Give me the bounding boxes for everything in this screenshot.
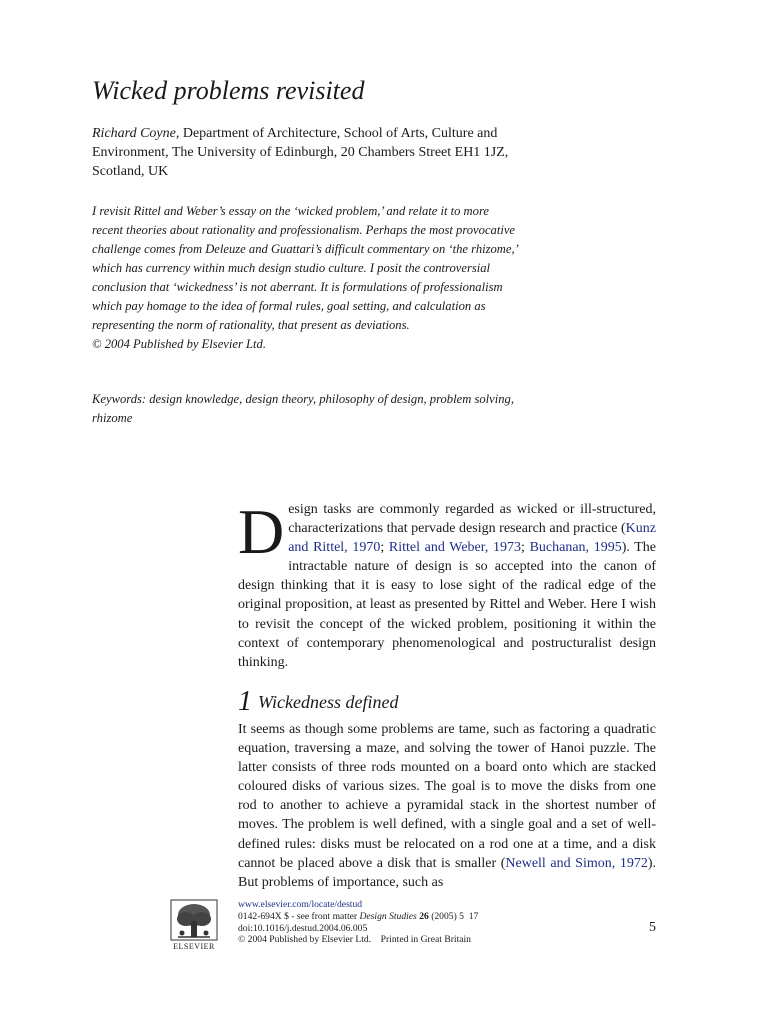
keywords	[92, 390, 522, 428]
abstract	[92, 202, 522, 354]
section-number: 1	[238, 686, 252, 717]
elsevier-wordmark: ELSEVIER	[173, 942, 215, 951]
section-1-paragraph	[238, 720, 656, 892]
journal-volume: 26	[419, 910, 429, 922]
author-name: Richard Coyne,	[92, 126, 180, 141]
citation-link-rittel-weber[interactable]: Rittel and Weber, 1973	[388, 540, 522, 556]
keywords-list: design knowledge, design theory, philosophy of design, problem solving, rhizome	[92, 392, 514, 425]
abstract-copyright: © 2004 Published by Elsevier Ltd.	[92, 337, 266, 351]
author-affiliation	[92, 124, 512, 182]
section-heading	[238, 686, 399, 717]
section-1-text-1: It seems as though some problems are tame, such as factoring a quadratic equation, traversing a maze, and solving the tower of Hanoi puzzle. The latter consists of three rods mounted on a board onto which are stacked coloured disks of various sizes. The goal is to move the disks from one rod to another to achieve a pyramidal stack in the shortest number of moves. The problem is well defined, with a single goal and a set of well-defined rules: disks must be relocated on a rod one at a time, and a disk cannot be placed above a disk that is smaller (	[238, 722, 656, 871]
citation-separator: ;	[521, 540, 530, 556]
drop-cap: D	[238, 496, 285, 567]
intro-paragraph	[238, 496, 657, 672]
issue-pages: (2005) 5 17	[428, 910, 479, 922]
citation-link-newell-simon[interactable]: Newell and Simon, 1972	[505, 855, 648, 871]
journal-name: Design Studies	[359, 910, 417, 922]
abstract-text: I revisit Rittel and Weber’s essay on the ‘wicked problem,’ and relate it to more recent theories about rationality and professionalism. Perhaps the most provocative challenge comes from Deleuze and Guattari’s difficult commentary on ‘the rhizome,’ which has currency within much design studio culture. I posit the controversial conclusion that ‘wickedness’ is not aberrant. It is formulations of professionalism which pay homage to the idea of formal rules, goal setting, and calculation as representing the norm of rationality, that present as deviations.	[92, 204, 518, 332]
citation-separator: ;	[380, 540, 389, 556]
footer	[238, 899, 658, 946]
section-1-text-2: ). But problems of importance, such as	[238, 855, 656, 890]
paper-title: Wicked problems revisited	[92, 76, 365, 105]
page-number: 5	[649, 920, 656, 935]
citation-link-kunz-rittel[interactable]: Kunz and Rittel, 1970	[288, 521, 656, 556]
keywords-label: Keywords:	[92, 392, 147, 406]
issn-text: 0142-694X $ - see front matter	[238, 910, 360, 922]
doi-text: doi:10.1016/j.destud.2004.06.005	[238, 922, 368, 934]
affiliation-text: Department of Architecture, School of Arts, Culture and Environment, The University of Edinburgh, 20 Chambers Street EH1 1JZ, Scotland, UK	[92, 126, 509, 180]
intro-text-1: esign tasks are commonly regarded as wicked or ill-structured, characterizations that pervade design research and practice (	[288, 502, 656, 537]
intro-text-2: ). The intractable nature of design is so accepted into the canon of design thinking that it is easy to lose sight of the radical edge of the original proposition, at least as presented by Rittel and Weber. Here I wish to revisit the concept of the wicked problem, positioning it within the context of contemporary phenomenological and postructuralist design thinking.	[238, 540, 657, 670]
journal-url-link[interactable]: www.elsevier.com/locate/destud	[238, 899, 363, 910]
footer-issn-line	[238, 911, 658, 923]
citation-link-buchanan[interactable]: Buchanan, 1995	[529, 540, 622, 556]
footer-copyright: © 2004 Published by Elsevier Ltd. Printed in Great Britain	[238, 934, 471, 946]
section-title: Wickedness defined	[258, 692, 399, 712]
